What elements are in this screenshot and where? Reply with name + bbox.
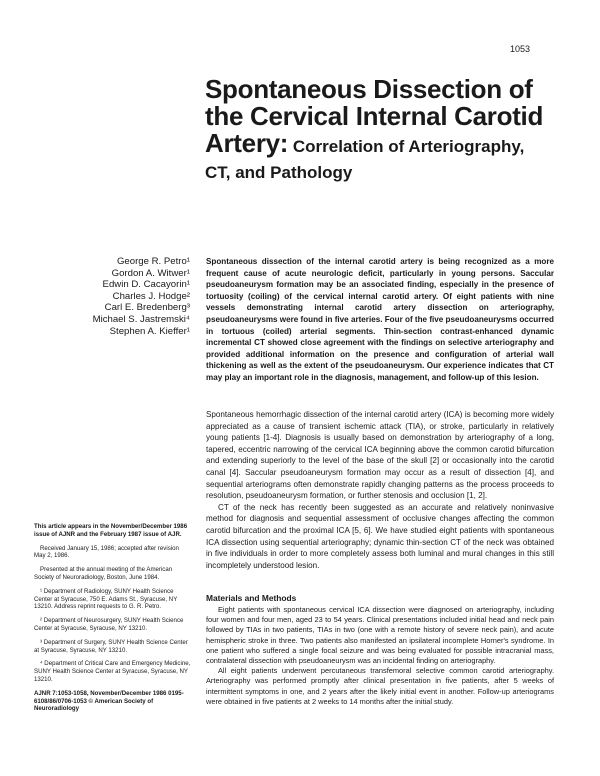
author-list (0, 256, 190, 337)
affiliation-2: ² Department of Neurosurgery, SUNY Health Science Center at Syracuse, Syracuse, NY 13210. (34, 617, 184, 632)
abstract: Spontaneous dissection of the internal carotid artery is being recognized as a more frequent cause of acute neurologic deficit, particularly in young persons. Saccular pseudoaneurysm formation may be an associated finding, especially in the presence of tortuosity (coiling) of the cervical internal carotid artery. Of eight patients with nine vessels demonstrating internal carotid artery dissection on arteriography, pseudoaneurysms were found in five arteries. Four of the five pseudoaneurysms occurred in tortuous (coiled) arterial segments. Thin-section contrast-enhanced dynamic incremental CT showed close agreement with the findings on selective arteriography and provided additional information on the presence and configuration of arterial wall thickening as well as the extent of the pseudoaneurysm. Our experience indicates that CT may play an important role in the diagnosis, management, and follow-up of this lesion. (206, 257, 554, 382)
title-line-3 (205, 130, 565, 160)
citation-note: AJNR 7:1053-1058, November/December 1986 0195-6108/86/0706-1053 © American Society of Neuroradiology (34, 689, 184, 713)
presented-note: Presented at the annual meeting of the American Society of Neuroradiology, Boston, June 1984. (34, 566, 173, 581)
article-title (205, 76, 565, 186)
methods-paragraph: Eight patients with spontaneous cervical ICA dissection were diagnosed on arteriography, including four women and four men, aged 23 to 54 years. Clinical presentations included initial head and neck pain followed by TIAs in two patients, TIAs in two (one with a remote history of severe neck pain), and acute hemispheric stroke in three. Two patients also manifested an ipsilateral incomplete Horner's syndrome. In one patient who suffered a single focal seizure and was being evaluated for possible intracranial mass, contralateral dissection with pseudoaneurysm was an incidental finding on arteriography. (206, 605, 554, 666)
received-note: Received January 15, 1986; accepted after revision May 2, 1986. (34, 544, 179, 560)
methods-section (206, 605, 554, 707)
title-line-3-main: Artery: (205, 128, 289, 158)
affiliation-4: ⁴ Department of Critical Care and Emergency Medicine, SUNY Health Science Center at Syracuse, Syracuse, NY 13210. (34, 660, 191, 683)
author: Michael S. Jastremski⁴ (92, 313, 190, 325)
introduction (206, 409, 554, 571)
author: Charles J. Hodge² (112, 290, 190, 302)
appearance-note: This article appears in the November/December 1986 issue of AJNR and the February 1987 issue of AJR. (34, 523, 188, 538)
author: Carl E. Bredenberg³ (104, 302, 190, 314)
affiliation-3: ³ Department of Surgery, SUNY Health Science Center at Syracuse, Syracuse, NY 13210. (34, 638, 188, 654)
page-number: 1053 (509, 44, 530, 54)
intro-paragraph: Spontaneous hemorrhagic dissection of the internal carotid artery (ICA) is becoming more widely appreciated as a cause of transient ischemic attack (TIA), or stroke, particularly in relatively young patients [1-4]. Diagnosis is usually based on demonstration by arteriography of a long, tapered, eccentric narrowing of the cervical ICA beginning above the common carotid bifurcation and extending superiorly to the level of the base of the skull [2] or occasionally into the carotid canal [4]. Saccular pseudoaneurysm formation may occur as a result of dissection [4], and sequential arteriograms often demonstrate rapidly changing patterns as the process proceeds to resolution, pseudoaneurysm formation, or further stenosis and occlusion [1, 2]. (206, 410, 554, 501)
author: Edwin D. Cacayorin¹ (102, 279, 190, 291)
methods-paragraph: All eight patients underwent percutaneous transfemoral selective common carotid arteriography. Arteriography was performed promptly after clinical presentation in five patients, after 5 weeks of intermittent symptoms in one, and 2 years after the likely initial event in another. Follow-up arteriograms were obtained in five patients at 2 weeks to 14 months after the initial study. (206, 666, 554, 706)
author: George R. Petro¹ (116, 256, 190, 267)
methods-heading: Materials and Methods (206, 593, 297, 603)
article-notes (34, 523, 192, 719)
intro-paragraph: CT of the neck has recently been suggested as an accurate and relatively noninvasive method for diagnosis and sequential assessment of occlusive changes affecting the common carotid bifurcation and the proximal ICA [5, 6]. We have studied eight patients with spontaneous ICA dissection using sequential arteriography; dynamic thin-section CT of the neck was obtained in five individuals in order to more completely assess both luminal and mural changes in this still incompletely understood lesion. (206, 502, 554, 570)
title-line-4: CT, and Pathology (205, 163, 353, 182)
title-line-1: Spontaneous Dissection of (205, 74, 533, 104)
affiliation-1: ¹ Department of Radiology, SUNY Health Science Center at Syracuse, 750 E. Adams St., Syracuse, NY 13210. Address reprint requests to G. R. Petro. (34, 587, 178, 611)
author: Gordon A. Witwer¹ (111, 267, 190, 279)
author: Stephen A. Kieffer¹ (109, 325, 190, 337)
title-line-2: the Cervical Internal Carotid (205, 101, 544, 131)
title-line-3-sub: Correlation of Arteriography, (288, 137, 525, 156)
